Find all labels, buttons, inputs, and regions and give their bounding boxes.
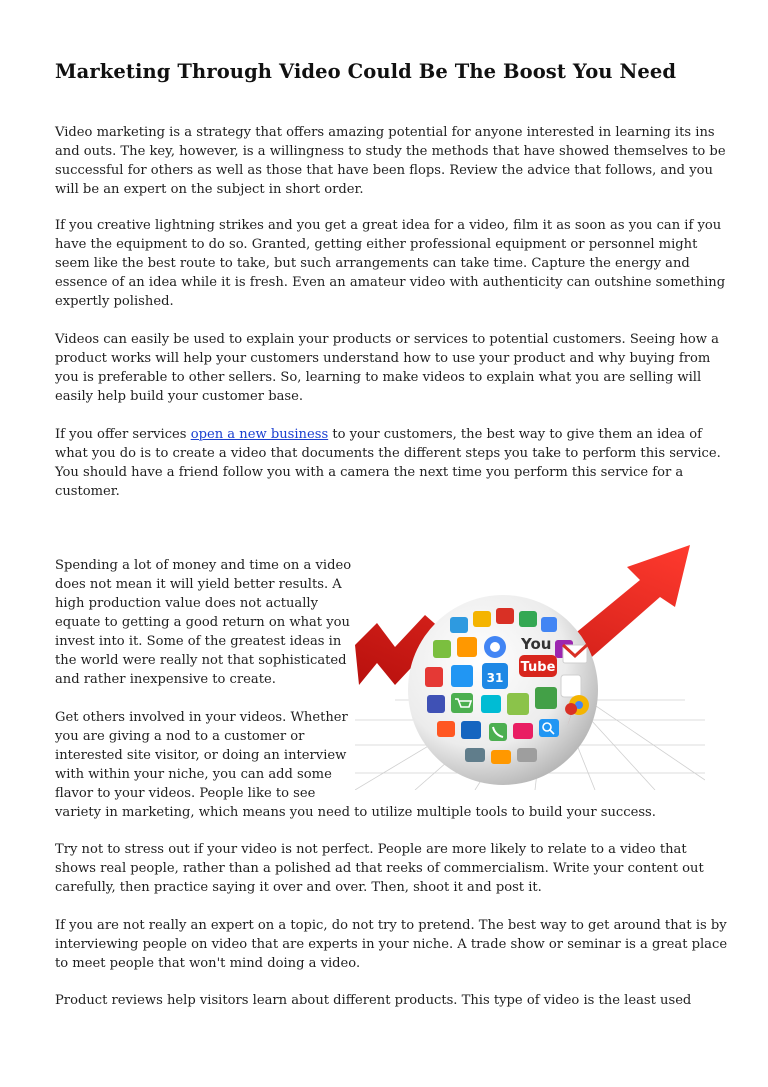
- text-line: carefully, then practice saying it over and over. Then, shoot it and post it.: [55, 880, 542, 895]
- text-line: to meet people that won't mind doing a video.: [55, 956, 361, 971]
- text-line: interested site visitor, or doing an interview: [55, 748, 347, 763]
- text-line: with within your niche, you can add some: [55, 767, 332, 782]
- text-line: variety in marketing, which means you need to utilize multiple tools to build your success.: [55, 805, 656, 820]
- open-new-business-link[interactable]: open a new business: [190, 427, 329, 442]
- paragraph-7: [55, 840, 715, 897]
- text-line: customer.: [55, 484, 120, 499]
- text-line: easily help build your customer base.: [55, 389, 304, 404]
- text-line: product works will help your customers understand how to use your product and why buying from: [55, 351, 711, 366]
- text-line: [55, 425, 715, 444]
- paragraph-9: [55, 991, 715, 1010]
- text-line: Video marketing is a strategy that offers amazing potential for anyone interested in learning its ins: [55, 125, 715, 140]
- text-line: expertly polished.: [55, 294, 174, 309]
- text-line: what you do is to create a video that documents the different steps you take to perform this service.: [55, 446, 721, 461]
- youtube-you-label: You: [521, 635, 552, 653]
- app-icon-globe: [408, 595, 598, 785]
- mail-icon: [563, 645, 587, 663]
- calendar-day-label: 31: [486, 671, 504, 685]
- youtube-icon: [519, 635, 557, 677]
- search-icon: [539, 719, 559, 737]
- paragraph-3: [55, 330, 719, 406]
- youtube-tube-label: Tube: [520, 660, 556, 675]
- text-line: high production value does not actually: [55, 596, 318, 611]
- text-line: You should have a friend follow you with a camera the next time you perform this service for a: [55, 465, 684, 480]
- text-line: interviewing people on video that are experts in your niche. A trade show or seminar is a great place: [55, 937, 728, 952]
- text-line: seem like the best route to take, but such arrangements can take time. Capture the energy and: [55, 256, 690, 271]
- text-line: will be an expert on the subject in short order.: [55, 182, 364, 197]
- text-line: does not mean it will yield better results. A: [55, 577, 342, 592]
- video-marketing-globe-image: [355, 545, 705, 790]
- paragraph-8: [55, 916, 728, 973]
- text-line: Spending a lot of money and time on a video: [55, 558, 352, 573]
- paragraph-2: [55, 216, 726, 311]
- text-line: Try not to stress out if your video is not perfect. People are more likely to relate to a video that: [55, 842, 687, 857]
- phone-icon: [489, 723, 507, 741]
- text-line: If you creative lightning strikes and you get a great idea for a video, film it as soon as you can if you: [55, 218, 722, 233]
- text-before-link: If you offer services: [55, 427, 191, 442]
- text-line: you is preferable to other sellers. So, learning to make videos to explain what you are selling will: [55, 370, 702, 385]
- text-line: and outs. The key, however, is a willingness to study the methods that have showed themselves to be: [55, 144, 726, 159]
- paragraph-1: [55, 123, 726, 199]
- text-line: the world were really not that sophisticated: [55, 653, 347, 668]
- text-line: invest into it. Some of the greatest ideas in: [55, 634, 342, 649]
- text-line: you are giving a nod to a customer or: [55, 729, 305, 744]
- paragraph-4: [55, 425, 721, 501]
- page-title: Marketing Through Video Could Be The Boost You Need: [55, 60, 677, 83]
- text-line: Product reviews help visitors learn about different products. This type of video is the least used: [55, 993, 692, 1008]
- text-line: essence of an idea while it is fresh. Even an amateur video with authenticity can outshine something: [55, 275, 726, 290]
- text-line: flavor to your videos. People like to see: [55, 786, 316, 801]
- text-line: and rather inexpensive to create.: [55, 672, 276, 687]
- text-after-link: to your customers, the best way to give them an idea of: [328, 427, 702, 442]
- cart-icon: [451, 693, 473, 713]
- text-line: Get others involved in your videos. Whether: [55, 710, 348, 725]
- text-line: Videos can easily be used to explain your products or services to potential customers. Seeing how a: [55, 332, 719, 347]
- text-line: have the equipment to do so. Granted, getting either professional equipment or personnel might: [55, 237, 698, 252]
- text-line: successful for others as well as those that have been flops. Review the advice that follows, and you: [55, 163, 713, 178]
- text-line: If you are not really an expert on a topic, do not try to pretend. The best way to get around that is by: [55, 918, 727, 933]
- text-line: shows real people, rather than a polished ad that reeks of commercialism. Write your content out: [55, 861, 704, 876]
- text-line: equate to getting a good return on what you: [55, 615, 350, 630]
